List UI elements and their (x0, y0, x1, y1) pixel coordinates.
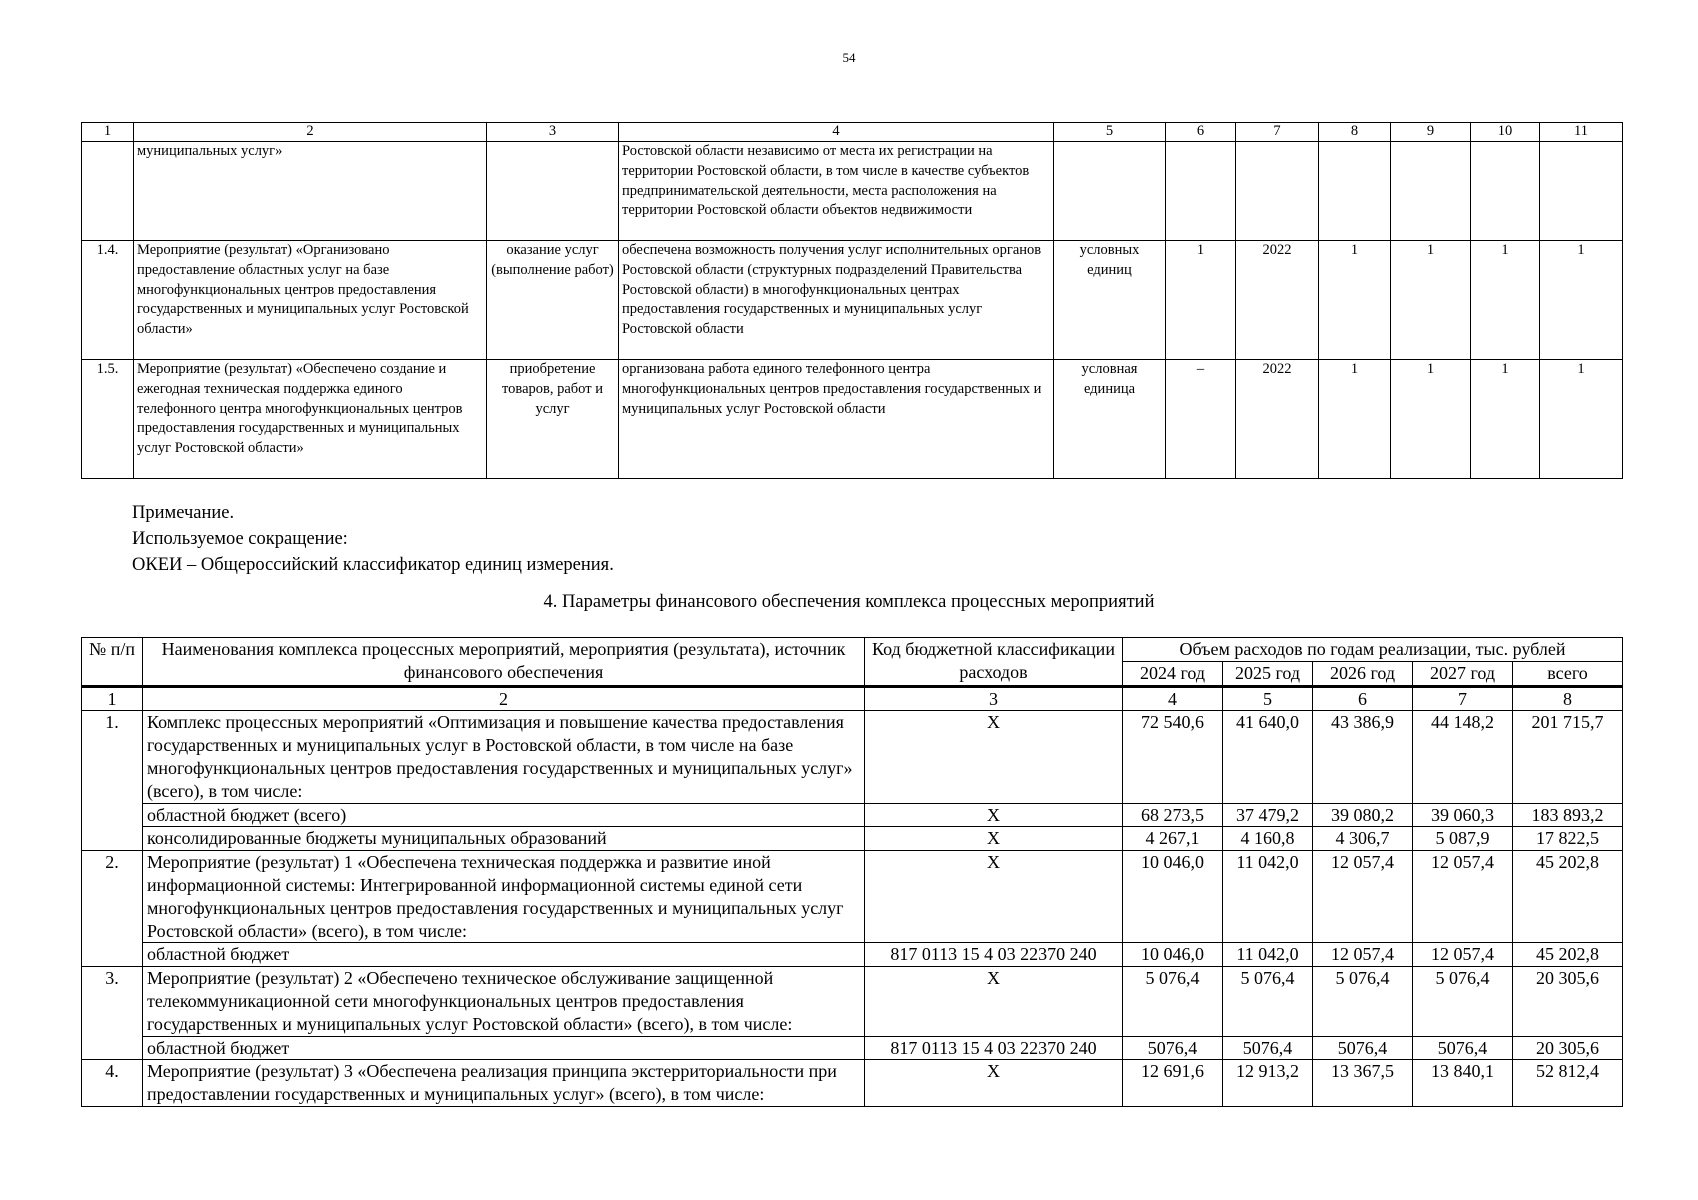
row-2026: 5076,4 (1313, 1036, 1413, 1060)
row-2024: 4 267,1 (1123, 827, 1223, 851)
row-2024: 5076,4 (1123, 1036, 1223, 1060)
row-code: 817 0113 15 4 03 22370 240 (865, 943, 1123, 967)
page-number: 54 (842, 50, 856, 65)
row-value (1471, 142, 1540, 241)
row-value (1166, 142, 1236, 241)
row-value: 1 (1471, 241, 1540, 360)
row-code: Х (865, 711, 1123, 803)
row-2024: 68 273,5 (1123, 803, 1223, 827)
row-code: Х (865, 1060, 1123, 1107)
row-number: 1. (82, 711, 143, 851)
table-row (82, 943, 1623, 967)
section-title: 4. Параметры финансового обеспечения комплекса процессных мероприятий (543, 592, 1155, 612)
row-unit: условная единица (1054, 360, 1166, 479)
row-value: 2022 (1236, 241, 1319, 360)
header-number: № п/п (82, 638, 143, 687)
row-2024: 72 540,6 (1123, 711, 1223, 803)
header-code: Код бюджетной классификации расходов (865, 638, 1123, 687)
table1-colnum: 9 (1391, 123, 1471, 142)
row-value: 1 (1540, 360, 1623, 479)
table2-colnum: 7 (1413, 686, 1513, 711)
header-name: Наименования комплекса процессных мероприятий, мероприятия (результата), источник финансового обеспечения (143, 638, 865, 687)
row-description: обеспечена возможность получения услуг исполнительных органов Ростовской области (структурных подразделений Правительства Ростовской области) в многофункциональных центрах предоставления государственных и муниципальных услуг Ростовской области (619, 241, 1054, 360)
table1-colnum: 1 (82, 123, 134, 142)
table2-colnum-row (82, 686, 1623, 711)
row-name: консолидированные бюджеты муниципальных образований (143, 827, 865, 851)
row-total: 201 715,7 (1513, 711, 1623, 803)
table2-colnum: 8 (1513, 686, 1623, 711)
row-code: Х (865, 827, 1123, 851)
note-block (132, 500, 614, 578)
note-title: Примечание. (132, 503, 235, 523)
row-2024: 10 046,0 (1123, 851, 1223, 943)
row-name: Мероприятие (результат) 1 «Обеспечена техническая поддержка и развитие иной информационной системы: Интегрированной информационной системы единой сети многофункциональных центров предоставления государственных и муниципальных услуг Ростовской области» (всего), в том числе: (143, 851, 865, 943)
table2-colnum: 2 (143, 686, 865, 711)
row-2025: 12 913,2 (1223, 1060, 1313, 1107)
table-row (82, 1036, 1623, 1060)
row-2024: 12 691,6 (1123, 1060, 1223, 1107)
table1-colnum: 11 (1540, 123, 1623, 142)
row-2025: 11 042,0 (1223, 943, 1313, 967)
row-unit: условных единиц (1054, 241, 1166, 360)
header-total: всего (1513, 661, 1623, 686)
row-2027: 44 148,2 (1413, 711, 1513, 803)
table2-header-row (82, 638, 1623, 662)
row-total: 17 822,5 (1513, 827, 1623, 851)
table1-colnum: 10 (1471, 123, 1540, 142)
table2-colnum: 3 (865, 686, 1123, 711)
row-name: Мероприятие (результат) «Организовано предоставление областных услуг на базе многофункциональных центров предоставления государственных и муниципальных услуг Ростовской области» (134, 241, 487, 360)
row-value: 1 (1319, 241, 1391, 360)
row-name: Комплекс процессных мероприятий «Оптимизация и повышение качества предоставления государственных и муниципальных услуг в Ростовской области, в том числе на базе многофункциональных центров предоставления государственных и муниципальных услуг» (всего), в том числе: (143, 711, 865, 803)
header-year-2024: 2024 год (1123, 661, 1223, 686)
row-2025: 5 076,4 (1223, 967, 1313, 1036)
row-2026: 5 076,4 (1313, 967, 1413, 1036)
row-value: 1 (1166, 241, 1236, 360)
note-abbrev-okei: ОКЕИ – Общероссийский классификатор единиц измерения. (132, 555, 614, 575)
row-number: 2. (82, 851, 143, 967)
row-name: Мероприятие (результат) «Обеспечено создание и ежегодная техническая поддержка единого телефонного центра многофункциональных центров предоставления государственных и муниципальных услуг Ростовской области» (134, 360, 487, 479)
table1-colnum: 4 (619, 123, 1054, 142)
table-row (82, 827, 1623, 851)
row-type: оказание услуг (выполнение работ) (487, 241, 619, 360)
row-number: 1.5. (82, 360, 134, 479)
row-number (82, 142, 134, 241)
row-value: – (1166, 360, 1236, 479)
row-name: областной бюджет (143, 943, 865, 967)
row-2025: 4 160,8 (1223, 827, 1313, 851)
row-type: приобретение товаров, работ и услуг (487, 360, 619, 479)
table1-colnum: 5 (1054, 123, 1166, 142)
row-2025: 37 479,2 (1223, 803, 1313, 827)
row-2027: 5 076,4 (1413, 967, 1513, 1036)
row-name: областной бюджет (143, 1036, 865, 1060)
row-unit (1054, 142, 1166, 241)
row-name: Мероприятие (результат) 3 «Обеспечена реализация принципа экстерриториальности при предоставлении государственных и муниципальных услуг» (всего), в том числе: (143, 1060, 865, 1107)
row-name: муниципальных услуг» (134, 142, 487, 241)
row-2024: 10 046,0 (1123, 943, 1223, 967)
table-row (82, 711, 1623, 803)
table2-colnum: 1 (82, 686, 143, 711)
row-total: 45 202,8 (1513, 851, 1623, 943)
header-year-2026: 2026 год (1313, 661, 1413, 686)
row-name: Мероприятие (результат) 2 «Обеспечено техническое обслуживание защищенной телекоммуникационной сети многофункциональных центров предоставления государственных и муниципальных услуг Ростовской области» (всего), в том числе: (143, 967, 865, 1036)
row-number: 1.4. (82, 241, 134, 360)
row-total: 52 812,4 (1513, 1060, 1623, 1107)
header-year-2025: 2025 год (1223, 661, 1313, 686)
row-2025: 5076,4 (1223, 1036, 1313, 1060)
table2-colnum: 5 (1223, 686, 1313, 711)
row-value: 1 (1391, 360, 1471, 479)
row-total: 20 305,6 (1513, 967, 1623, 1036)
table1-header-row (82, 123, 1623, 142)
row-value (1540, 142, 1623, 241)
row-2026: 12 057,4 (1313, 943, 1413, 967)
header-volume: Объем расходов по годам реализации, тыс. рублей (1123, 638, 1623, 662)
row-2027: 5076,4 (1413, 1036, 1513, 1060)
row-2026: 13 367,5 (1313, 1060, 1413, 1107)
row-2027: 12 057,4 (1413, 943, 1513, 967)
table1-colnum: 3 (487, 123, 619, 142)
indicators-table (81, 122, 1623, 479)
row-2025: 41 640,0 (1223, 711, 1313, 803)
row-2026: 4 306,7 (1313, 827, 1413, 851)
row-2027: 13 840,1 (1413, 1060, 1513, 1107)
table1-colnum: 6 (1166, 123, 1236, 142)
row-2027: 5 087,9 (1413, 827, 1513, 851)
row-2027: 12 057,4 (1413, 851, 1513, 943)
row-value: 1 (1540, 241, 1623, 360)
row-2026: 12 057,4 (1313, 851, 1413, 943)
table2-colnum: 6 (1313, 686, 1413, 711)
row-total: 183 893,2 (1513, 803, 1623, 827)
note-abbrev-heading: Используемое сокращение: (132, 529, 348, 549)
row-2026: 43 386,9 (1313, 711, 1413, 803)
row-total: 20 305,6 (1513, 1036, 1623, 1060)
table-row (82, 241, 1623, 360)
table1-colnum: 2 (134, 123, 487, 142)
row-code: 817 0113 15 4 03 22370 240 (865, 1036, 1123, 1060)
table-row (82, 360, 1623, 479)
row-name: областной бюджет (всего) (143, 803, 865, 827)
row-2026: 39 080,2 (1313, 803, 1413, 827)
table-row (82, 1060, 1623, 1107)
header-year-2027: 2027 год (1413, 661, 1513, 686)
table2-colnum: 4 (1123, 686, 1223, 711)
row-number: 3. (82, 967, 143, 1060)
row-value: 1 (1471, 360, 1540, 479)
row-code: Х (865, 803, 1123, 827)
row-2027: 39 060,3 (1413, 803, 1513, 827)
table-row (82, 967, 1623, 1036)
row-code: Х (865, 851, 1123, 943)
row-value: 1 (1391, 241, 1471, 360)
row-total: 45 202,8 (1513, 943, 1623, 967)
row-number: 4. (82, 1060, 143, 1107)
row-code: Х (865, 967, 1123, 1036)
row-2024: 5 076,4 (1123, 967, 1223, 1036)
row-value: 1 (1319, 360, 1391, 479)
row-description: Ростовской области независимо от места их регистрации на территории Ростовской области, в том числе в качестве субъектов предпринимательской деятельности, места расположения на территории Ростовской области объектов недвижимости (619, 142, 1054, 241)
row-value (1319, 142, 1391, 241)
table1-colnum: 8 (1319, 123, 1391, 142)
row-2025: 11 042,0 (1223, 851, 1313, 943)
row-value: 2022 (1236, 360, 1319, 479)
row-type (487, 142, 619, 241)
table-row (82, 142, 1623, 241)
table1-colnum: 7 (1236, 123, 1319, 142)
row-value (1391, 142, 1471, 241)
table-row (82, 851, 1623, 943)
row-description: организована работа единого телефонного центра многофункциональных центров предоставления государственных и муниципальных услуг Ростовской области (619, 360, 1054, 479)
table-row (82, 803, 1623, 827)
financing-table (81, 637, 1623, 1107)
row-value (1236, 142, 1319, 241)
